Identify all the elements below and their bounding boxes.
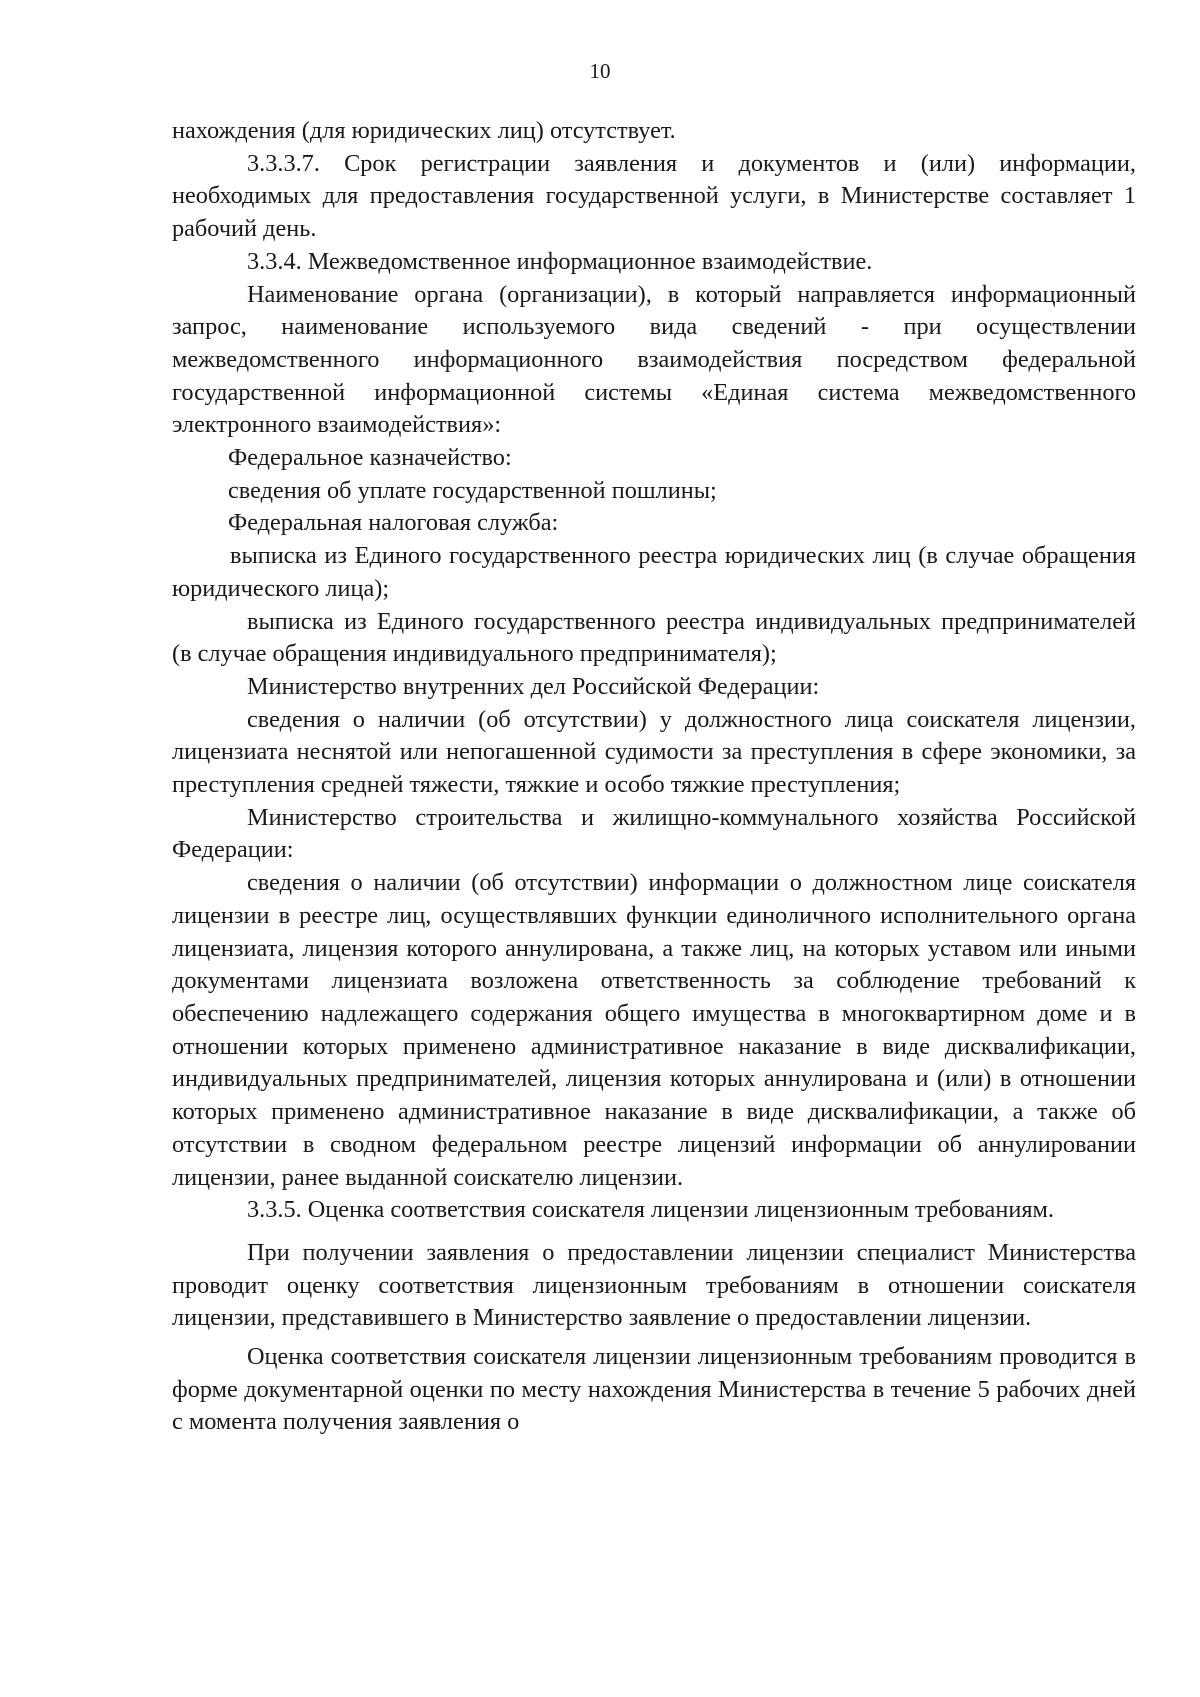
paragraph-federal-treasury: Федеральное казначейство: [228, 444, 512, 472]
paragraph-ministry-construction: Министерство строительства и жилищно-коммунального хозяйства Российской Федерации: [172, 803, 1136, 864]
page-number: 10 [589, 59, 611, 83]
paragraph-3-3-4-heading: 3.3.4. Межведомственное информационное взаимодействие. [247, 247, 873, 275]
document-body [172, 115, 1136, 1439]
paragraph-3-3-5-heading: 3.3.5. Оценка соответствия соискателя лицензии лицензионным требованиям. [247, 1196, 1054, 1224]
paragraph-continuation: нахождения (для юридических лиц) отсутствует. [172, 117, 676, 144]
paragraph-federal-tax-service: Федеральная налоговая служба: [228, 509, 559, 537]
paragraph-interagency-request: Наименование органа (организации), в который направляется информационный запрос, наименование используемого вида сведений - при осуществлении межведомственного информационного взаимодействия посредством федеральной государственной информационной системы «Единая система межведомственного электронного взаимодействия»: [172, 280, 1136, 439]
paragraph-ministry-internal-affairs: Министерство внутренних дел Российской Федерации: [247, 672, 820, 700]
paragraph-criminal-record-info: сведения о наличии (об отсутствии) у должностного лица соискателя лицензии, лицензиата неснятой или непогашенной судимости за преступления в сфере экономики, за преступления средней тяжести, тяжкие и особо тяжкие преступления; [172, 705, 1136, 799]
paragraph-assessment-form: Оценка соответствия соискателя лицензии лицензионным требованиям проводится в форме документарной оценки по месту нахождения Министерства в течение 5 рабочих дней с момента получения заявления о [172, 1343, 1136, 1436]
paragraph-egrip-extract: выписка из Единого государственного реестра индивидуальных предпринимателей (в случае обращения индивидуального предпринимателя); [172, 607, 1136, 668]
paragraph-assessment-start: При получении заявления о предоставлении лицензии специалист Министерства проводит оценку соответствия лицензионным требованиям в отношении соискателя лицензии, представившего в Министерство заявление о предоставлении лицензии. [172, 1238, 1136, 1332]
paragraph-state-fee-info: сведения об уплате государственной пошлины; [228, 476, 717, 504]
paragraph-egrul-extract: выписка из Единого государственного реестра юридических лиц (в случае обращения юридического лица); [172, 542, 1136, 602]
paragraph-registry-info: сведения о наличии (об отсутствии) информации о должностном лице соискателя лицензии в реестре лиц, осуществлявших функции единоличного исполнительного органа лицензиата, лицензия которого аннулирована, а также лиц, на которых уставом или иными документами лицензиата возложена ответственность за соблюдение требований к обеспечению надлежащего содержания общего имущества в многоквартирном доме и в отношении которых применено административное наказание в виде дисквалификации, индивидуальных предпринимателей, лицензия которых аннулирована и (или) в отношении которых применено административное наказание в виде дисквалификации, а также об отсутствии в сводном федеральном реестре лицензий информации об аннулировании лицензии, ранее выданной соискателю лицензии. [172, 869, 1136, 1191]
paragraph-3-3-3-7: 3.3.3.7. Срок регистрации заявления и документов и (или) информации, необходимых для предоставления государственной услуги, в Министерстве составляет 1 рабочий день. [172, 149, 1136, 243]
